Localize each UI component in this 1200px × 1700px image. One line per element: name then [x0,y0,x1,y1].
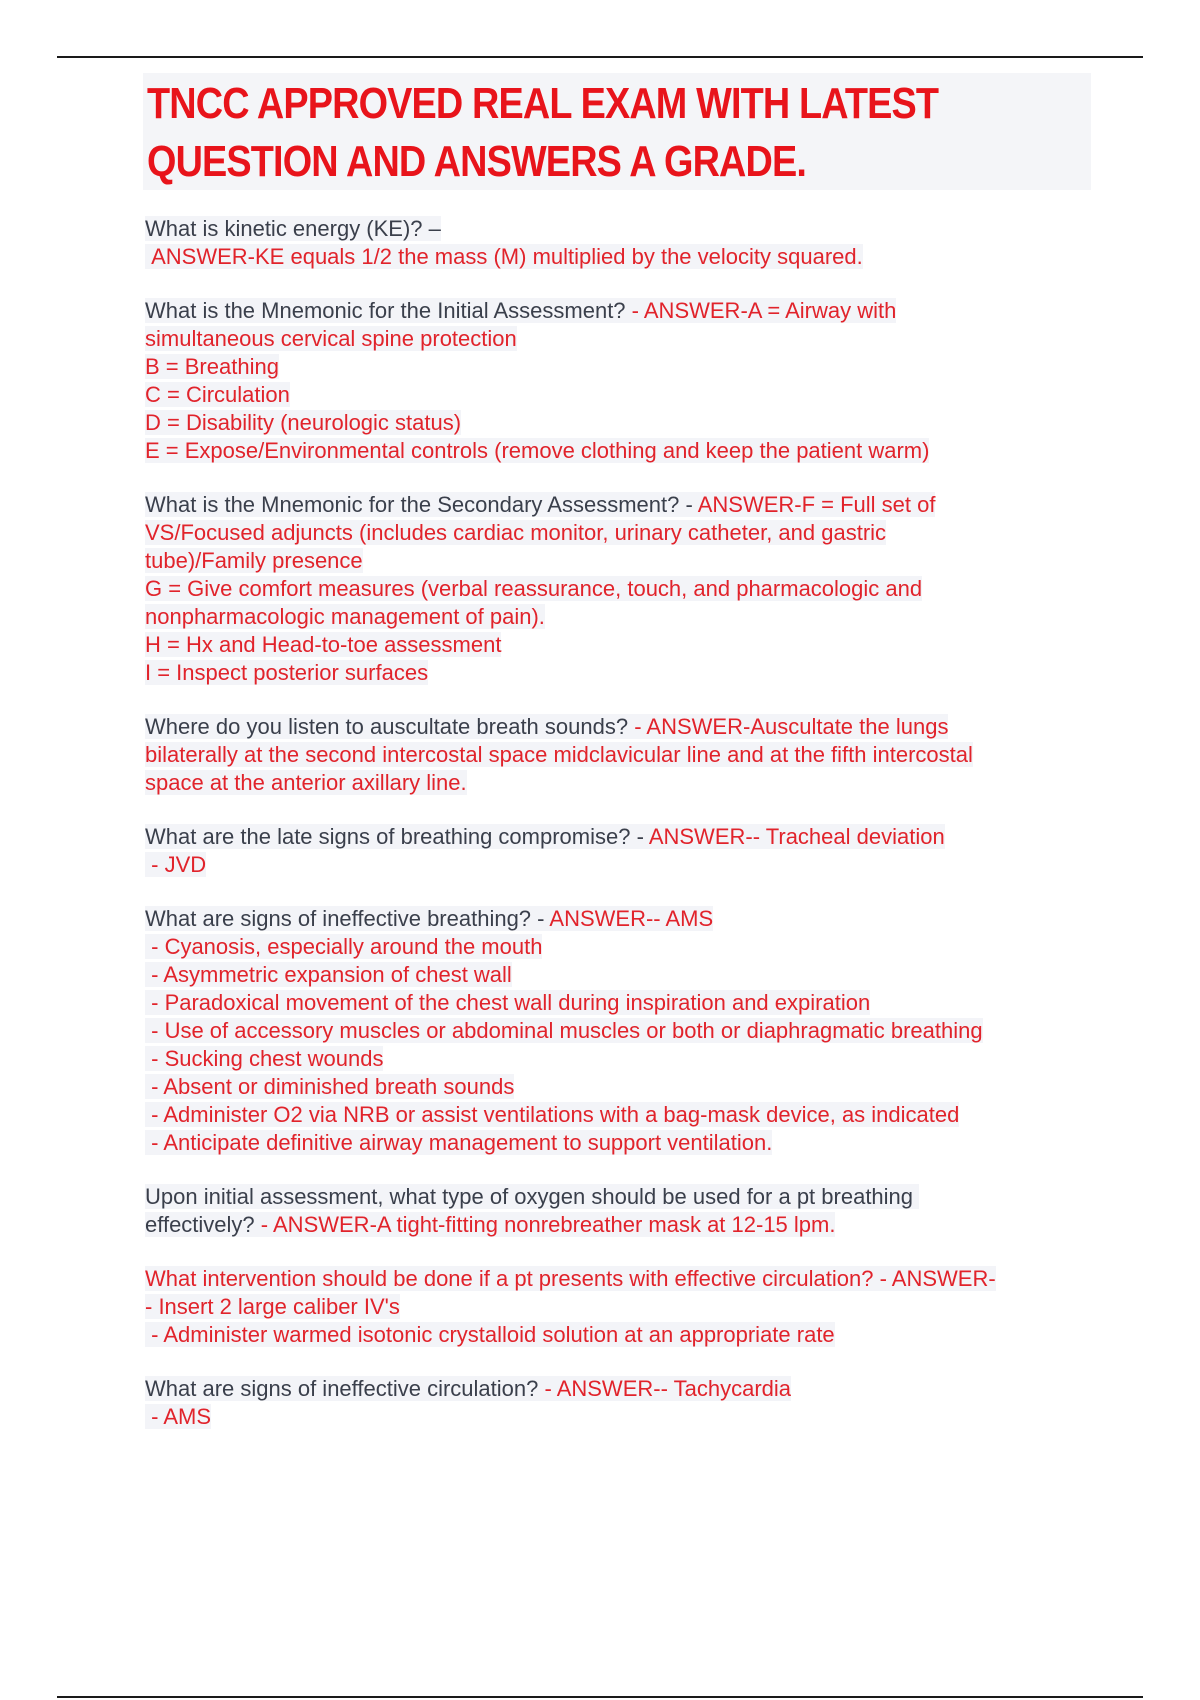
qa-item [145,491,1085,687]
qa-item [145,713,1085,797]
answer-line: ANSWER-- AMS [549,906,714,931]
answer-line: B = Breathing [145,354,279,379]
answer-line: - Anticipate definitive airway management to support ventilation. [145,1130,773,1155]
qa-item [145,905,1085,1157]
question-text: Where do you listen to auscultate breath sounds? [145,714,635,739]
question-text: What is the Mnemonic for the Initial Assessment? [145,298,632,323]
answer-line: bilaterally at the second intercostal space midclavicular line and at the fifth intercostal [145,742,973,767]
answer-line: G = Give comfort measures (verbal reassurance, touch, and pharmacologic and [145,576,923,601]
answer-line: - Asymmetric expansion of chest wall [145,962,512,987]
answer-line: nonpharmacologic management of pain). [145,604,545,629]
question-text: Upon initial assessment, what type of oxygen should be used for a pt breathing effectively? [145,1184,920,1237]
answer-line: - Cyanosis, especially around the mouth [145,934,543,959]
answer-line: C = Circulation [145,382,290,407]
document-title: TNCC APPROVED REAL EXAM WITH LATEST QUESTION AND ANSWERS A GRADE. [147,79,939,186]
answer-line: D = Disability (neurologic status) [145,410,462,435]
title-banner [143,73,1091,190]
question-text: What are signs of ineffective breathing? - [145,906,550,931]
top-rule [57,56,1143,58]
bottom-rule [57,1696,1143,1698]
answer-line: - ANSWER-A tight-fitting nonrebreather mask at 12-15 lpm. [260,1212,836,1237]
answer-line: - Use of accessory muscles or abdominal muscles or both or diaphragmatic breathing [145,1018,983,1043]
qa-item [145,1375,1085,1431]
qa-item [145,1183,1005,1239]
answer-line: tube)/Family presence [145,548,363,573]
answer-line: - Insert 2 large caliber IV's [145,1294,400,1319]
answer-line: What intervention should be done if a pt presents with effective circulation? - ANSWER- [145,1266,996,1291]
answer-line: - Sucking chest wounds [145,1046,384,1071]
answer-line: simultaneous cervical spine protection [145,326,517,351]
question-text: What are the late signs of breathing compromise? - [145,824,649,849]
answer-line: ANSWER-KE equals 1/2 the mass (M) multiplied by the velocity squared. [145,244,863,269]
answer-line: ANSWER-- Tracheal deviation [648,824,945,849]
answer-line: - Absent or diminished breath sounds [145,1074,515,1099]
answer-line: I = Inspect posterior surfaces [145,660,429,685]
answer-line: - ANSWER-- Tachycardia [544,1376,792,1401]
qa-content [145,215,1085,1457]
question-text: What is kinetic energy (KE)? – [145,216,441,241]
qa-item [145,297,1085,465]
answer-line: - AMS [145,1404,212,1429]
answer-line: - ANSWER-A = Airway with [631,298,897,323]
qa-item [145,823,1085,879]
answer-line: - ANSWER-Auscultate the lungs [634,714,949,739]
question-text: What are signs of ineffective circulation? [145,1376,545,1401]
answer-line: VS/Focused adjuncts (includes cardiac monitor, urinary catheter, and gastric [145,520,887,545]
answer-line: space at the anterior axillary line. [145,770,467,795]
qa-item [145,215,1085,271]
answer-line: - Administer O2 via NRB or assist ventilations with a bag-mask device, as indicated [145,1102,960,1127]
answer-line: H = Hx and Head-to-toe assessment [145,632,502,657]
answer-line: ANSWER-F = Full set of [697,492,936,517]
qa-item [145,1265,1085,1349]
answer-line: - Administer warmed isotonic crystalloid solution at an appropriate rate [145,1322,835,1347]
answer-line: E = Expose/Environmental controls (remove clothing and keep the patient warm) [145,438,930,463]
answer-line: - Paradoxical movement of the chest wall during inspiration and expiration [145,990,871,1015]
answer-line: - JVD [145,852,207,877]
question-text: What is the Mnemonic for the Secondary Assessment? - [145,492,698,517]
